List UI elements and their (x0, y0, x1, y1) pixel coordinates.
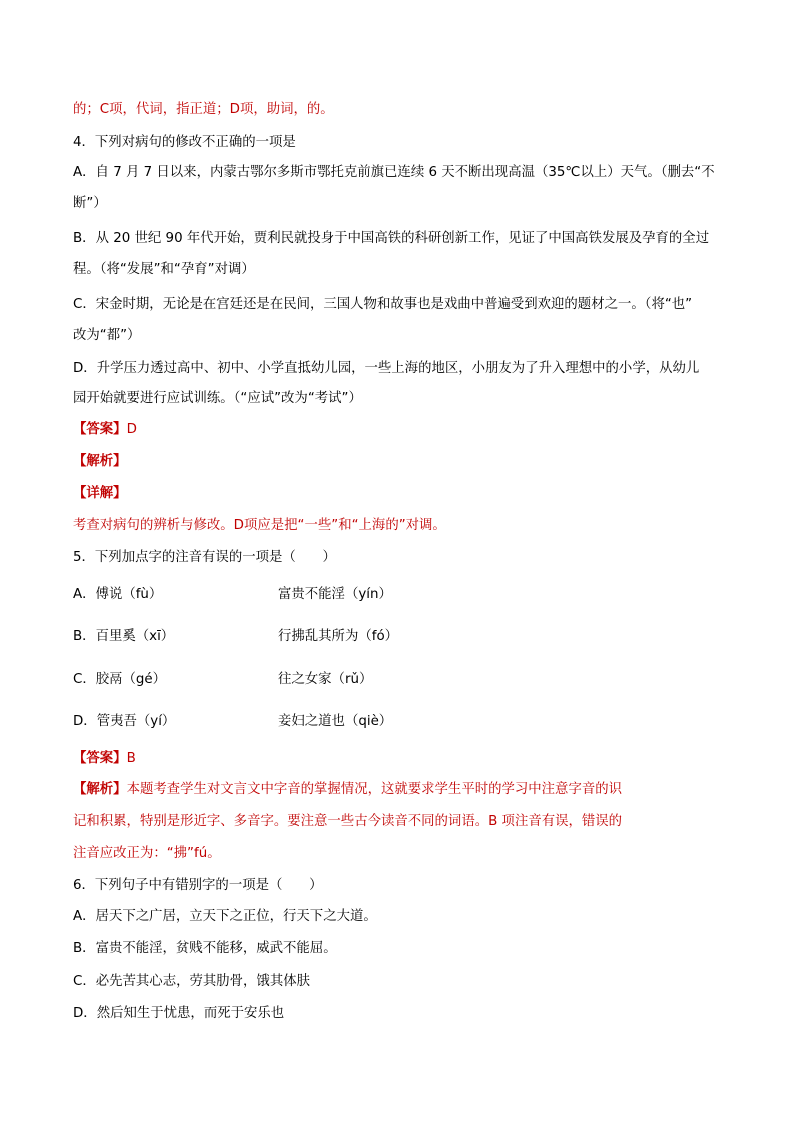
q5-option-c-left: C．胶鬲（gé） (73, 672, 167, 687)
q5-option-d (73, 712, 393, 732)
q6-option-d: D．然后知生于忧患，而死于安乐也 (73, 1006, 285, 1021)
q5-option-c (73, 670, 373, 690)
q4-option-b: B．从 20 世纪 90 年代开始，贾利民就投身于中国高铁的科研创新工作，见证了中国高铁发展及孕育的全过 (73, 231, 710, 246)
q4-answer (73, 420, 137, 440)
q6-option-b: B．富贵不能淫，贫贱不能移，威武不能屈。 (73, 941, 337, 956)
q5-option-d-left: D．管夷吾（yí） (73, 714, 176, 729)
q4-option-b-cont: 程。（将“发展”和“孕育”对调） (73, 262, 255, 277)
q5-option-b-right: 行拂乱其所为（fó） (278, 629, 399, 644)
q4-answer-tag: 【答案】 (73, 422, 127, 437)
q4-detail-text: 考查对病句的辨析与修改。D项应是把“一些”和“上海的”对调。 (73, 518, 446, 533)
q5-option-a (73, 585, 392, 605)
q5-analysis-line-1 (73, 780, 622, 800)
q5-answer-tag: 【答案】 (73, 751, 127, 766)
q4-analysis-tag: 【解析】 (73, 454, 127, 469)
q5-option-a-left: A．傅说（fù） (73, 587, 163, 602)
q5-analysis-line-3: 注音应改正为：“拂”fú。 (73, 846, 221, 861)
q4-option-c: C．宋金时期，无论是在宫廷还是在民间，三国人物和故事也是戏曲中普遍受到欢迎的题材之一。（将“也” (73, 297, 693, 312)
q4-option-a: A．自 7 月 7 日以来，内蒙古鄂尔多斯市鄂托克前旗已连续 6 天不断出现高温（35℃以上）天气。（删去“不 (73, 165, 715, 180)
q5-option-a-right: 富贵不能淫（yín） (278, 587, 392, 602)
q5-option-d-right: 妾妇之道也（qiè） (278, 714, 393, 729)
q5-stem: 5．下列加点字的注音有误的一项是（ ） (73, 550, 336, 565)
q4-answer-value: D (126, 422, 137, 437)
q3-analysis-tail: 的；C项，代词，指正道；D项，助词，的。 (73, 102, 334, 117)
q5-answer (73, 749, 136, 769)
q4-option-d-cont: 园开始就要进行应试训练。（“应试”改为“考试”） (73, 391, 362, 406)
q5-analysis-text-1: 本题考查学生对文言文中字音的掌握情况，这就要求学生平时的学习中注意字音的识 (126, 782, 623, 797)
q4-option-d: D．升学压力透过高中、初中、小学直抵幼儿园，一些上海的地区，小朋友为了升入理想中的小学，从幼儿 (73, 361, 700, 376)
q4-stem: 4．下列对病句的修改不正确的一项是 (73, 135, 296, 150)
q4-option-c-cont: 改为“都”） (73, 328, 141, 343)
q5-analysis-tag: 【解析】 (73, 782, 127, 797)
q5-option-b (73, 627, 399, 647)
q6-option-a: A．居天下之广居，立天下之正位，行天下之大道。 (73, 909, 377, 924)
q6-option-c: C．必先苦其心志，劳其肋骨，饿其体肤 (73, 974, 310, 989)
q4-detail-tag: 【详解】 (73, 486, 127, 501)
q5-analysis-line-2: 记和积累，特别是形近字、多音字。要注意一些古今读音不同的词语。B 项注音有误，错误的 (73, 814, 623, 829)
q6-stem: 6．下列句子中有错别字的一项是（ ） (73, 878, 323, 893)
q5-option-c-right: 往之女家（rǔ） (278, 672, 373, 687)
q5-option-b-left: B．百里奚（xī） (73, 629, 175, 644)
q4-option-a-cont: 断”） (73, 196, 107, 211)
q5-answer-value: B (126, 751, 136, 766)
